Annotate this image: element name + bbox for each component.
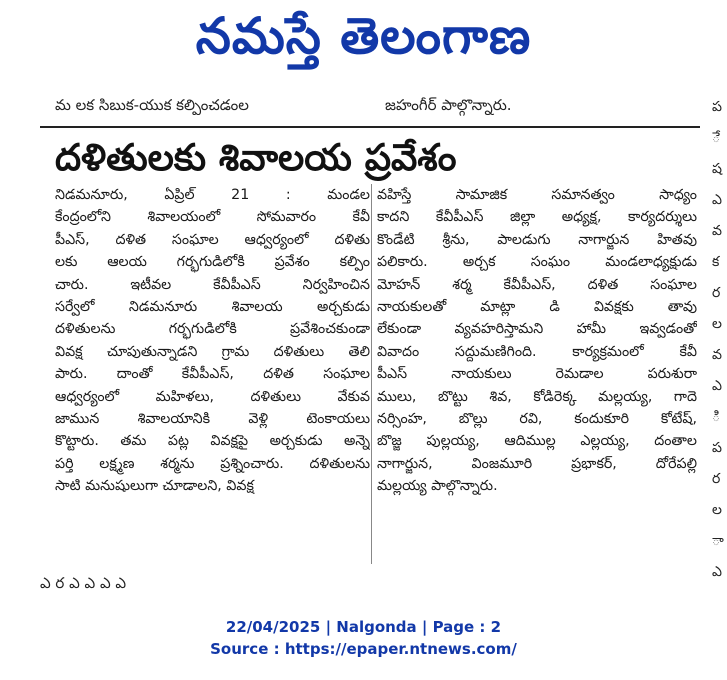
previous-article-left-fragment: మ లక సిబుక-యుక కల్పించడంల [55, 96, 249, 114]
newspaper-masthead [0, 0, 727, 85]
side-fragment-char: ే [712, 130, 721, 146]
right-column-line: కాదని కేవీపీఎస్ జిల్లా అధ్యక్ష, కార్యదర్శులు [377, 209, 697, 226]
side-fragment-char: ా [712, 533, 724, 549]
right-column-line: నాయకులతో మాట్లా డి వివక్షకు తావు [377, 299, 697, 316]
right-column-line: ములు, బొట్టు శివ, కోడిరెక్క మల్లయ్య, గాదె [377, 388, 697, 405]
right-column-line: బొజ్జ పుల్లయ్య, ఆదిముల్ల ఎల్లయ్య, దంతాల [377, 433, 697, 450]
right-column-line: వివాదం సద్దుమణిగింది. కార్యక్రమంలో కేవీ [377, 343, 697, 360]
left-column-line: ఆధ్వర్యంలో మహిళలు, దళితులు వేకువ [55, 388, 370, 405]
left-column-line: చారు. ఇటీవల కేవీపీఎస్ నిర్వహించిన [55, 276, 370, 293]
epaper-footer [0, 616, 727, 660]
right-column-line: పీఎస్ నాయకులు రెమడాల పరుశురా [377, 366, 697, 383]
left-column-line: జామున శివాలయానికి వెళ్లి టెంకాయలు [55, 411, 370, 428]
right-column-line: మోహన్ శర్మ కేవీపీఎస్, దళిత సంఘాల [377, 276, 697, 293]
right-column-line: నర్సింహ, బొల్లు రవి, కందుకూరి కోటేష్, [377, 411, 697, 428]
next-article-fragment: ఎ ర ఎ ఎ ఎ ఎ [40, 574, 127, 592]
adjacent-article-fragment [712, 92, 727, 602]
left-column-line: పర్తి లక్ష్మణ శర్మను ప్రశ్నించారు. దళితులను [55, 455, 370, 472]
article-headline: దళితులకు శివాలయ ప్రవేశం [55, 136, 457, 179]
side-fragment-char: ర [712, 471, 721, 487]
left-column-line: సర్వేలో నిడమనూరు శివాలయ అర్చకుడు [55, 299, 370, 316]
left-column-line: పారు. దాంతో కేవీపీఎస్, దళిత సంఘాల [55, 366, 370, 383]
side-fragment-char: వ [712, 223, 722, 239]
side-fragment-char: వ [712, 347, 722, 363]
side-fragment-char: ప [712, 99, 722, 115]
previous-article-right-fragment: జహంగీర్ పాల్గొన్నారు. [385, 96, 512, 114]
right-column-line: వహిస్తే సామాజిక సమానత్వం సాధ్యం [377, 187, 697, 203]
side-fragment-char: ఎ [712, 192, 722, 208]
side-fragment-char: ల [712, 316, 722, 332]
side-fragment-char: క [712, 254, 720, 270]
right-column-line: లేకుండా వ్యవహరిస్తామని హామీ ఇవ్వడంతో [377, 321, 697, 338]
left-column-line: సాటి మనుషులుగా చూడాలని, వివక్ష [55, 478, 254, 495]
right-column-line: నాగార్జున, వింజమూరి ప్రభాకర్, దోరేపల్లి [377, 455, 697, 472]
left-column-line: కేంద్రంలోని శివాలయంలో సోమవారం కేవీ [55, 209, 370, 226]
footer-source-link[interactable]: Source : https://epaper.ntnews.com/ [210, 640, 517, 658]
left-column-line: లకు ఆలయ గర్భగుడిలోకి ప్రవేశం కల్పిం [55, 254, 370, 271]
left-column-line: నిడమనూరు, ఏప్రిల్ 21 : మండల [55, 187, 370, 203]
right-column-line: పలికారు. అర్చక సంఘం మండలాధ్యక్షుడు [377, 254, 697, 271]
footer-date-edition: 22/04/2025 | Nalgonda | Page : 2 [225, 618, 502, 636]
side-fragment-char: ఎ [712, 378, 722, 394]
left-column-line: కొట్టారు. తమ పట్ల వివక్షపై అర్చకుడు అన్నె [55, 433, 370, 450]
right-column-line: మల్లయ్య పాల్గొన్నారు. [377, 478, 498, 495]
article-right-column [377, 184, 697, 498]
left-column-line: పీఎస్, దళిత సంఘాల ఆధ్వర్యంలో దళితు [55, 231, 370, 248]
side-fragment-char: ి [712, 409, 721, 425]
article-separator-rule [40, 126, 700, 128]
article-left-column [55, 184, 370, 498]
column-divider [371, 184, 372, 564]
side-fragment-char: ష [712, 161, 722, 177]
side-fragment-char: ప [712, 440, 722, 456]
right-column-line: కొండేటి శ్రీను, పాలడుగు నాగార్జున హితవు [377, 231, 697, 248]
previous-article-strip [40, 92, 700, 124]
side-fragment-char: ల [712, 502, 722, 518]
left-column-line: వివక్ష చూపుతున్నాడని గ్రామ దళితులు తెలి [55, 343, 370, 360]
article-clipping [40, 92, 700, 602]
side-fragment-char: ఎ [712, 564, 722, 580]
left-column-line: దళితులను గర్భగుడిలోకి ప్రవేశించకుండా [55, 321, 370, 338]
side-fragment-char: ర [712, 285, 721, 301]
masthead-title: నమస్తే తెలంగాణ [195, 7, 532, 65]
